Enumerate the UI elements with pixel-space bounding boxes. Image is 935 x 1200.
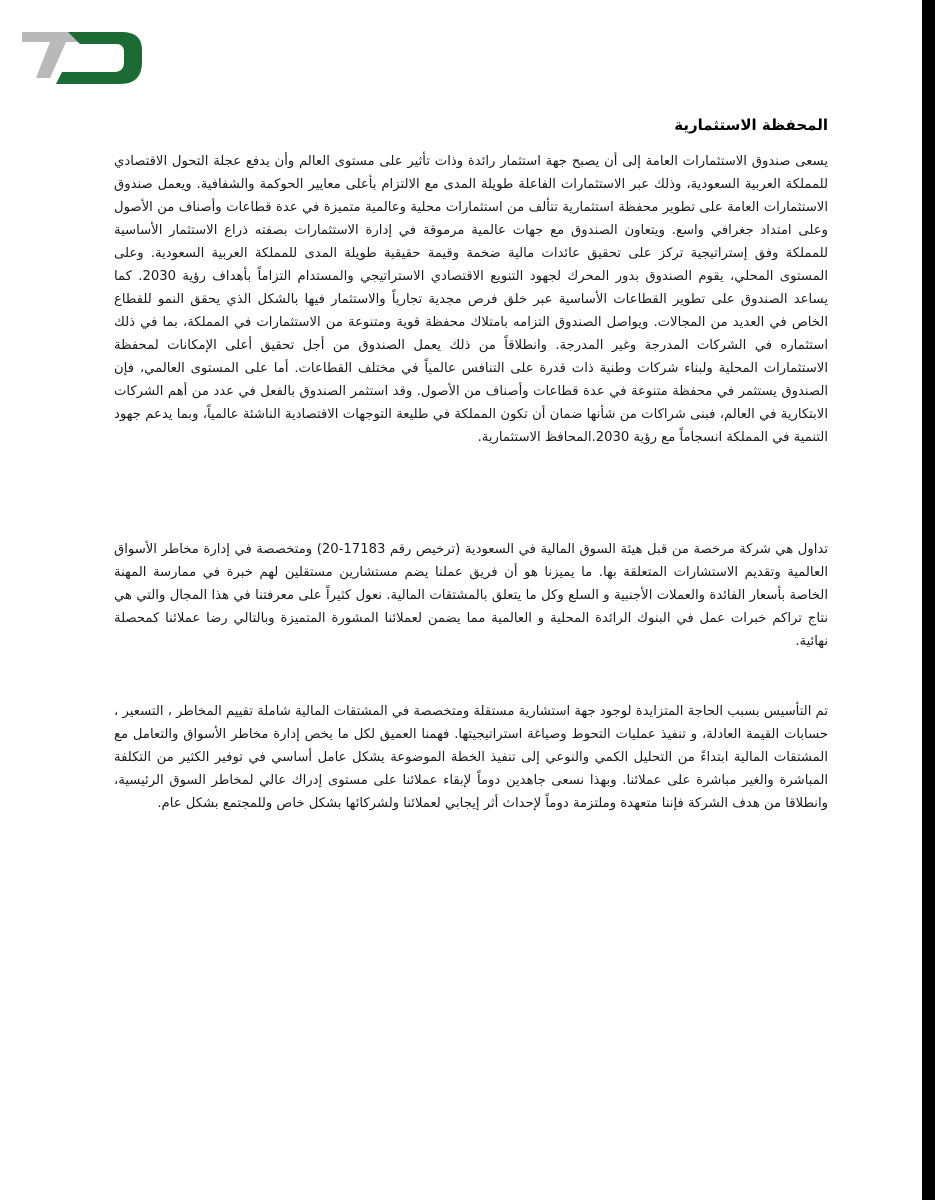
paragraph-text: تم التأسيس بسبب الحاجة المتزايدة لوجود جهة استشارية مستقلة ومتخصصة في المشتقات المالية شاملة تقييم المخاطر ، التسعير ، حسابات القيمة العادلة، و تنفيذ عمليات التحوط وصياغة استراتيجيتها. فهمنا العميق لكل ما يخص إدارة مخاطر الأسواق والتعامل مع المشتقات المالية ابتداءً من التحليل الكمي والنوعي إلى تنفيذ الخطة الموضوعة يشكل عامل أساسي في توفير الكثير من التكلفة المباشرة والغير مباشرة على عملائنا. وبهذا نسعى جاهدين دوماً لإبقاء عملائنا على مستوى إدراك عالي لمخاطر السوق الرئيسية، وانطلاقا من هدف الشركة فإننا متعهدة وملتزمة دوماً لإحداث أثر إيجابي لعملائنا ولشركائها بشكل خاص وللمجتمع بشكل عام. bbox=[114, 704, 828, 811]
paragraph-text: تداول هي شركة مرخصة من قبل هيئة السوق المالية في السعودية (ترخيص رقم 17183-20) ومتخصصة في إدارة مخاطر الأسواق العالمية وتقديم الاستشارات المتعلقة بها. ما يميزنا هو أن فريق عملنا يضم مستشارين مستقلين لهم خبرة في ممارسة المهنة الخاصة بأسعار الفائدة والعملات الأجنبية و السلع وكل ما يتعلق بالمشتقات المالية. نعول كثيراً على معرفتنا في هذا المجال والتي هي نتاج تراكم خبرات عمل في البنوك الرائدة المحلية و العالمية مما يضمن لعملائنا المشورة المتميزة وبالتالي رضا عملائنا كمحصلة نهائية. bbox=[114, 542, 828, 649]
company-logo-icon bbox=[22, 28, 144, 88]
paragraph-portfolio bbox=[114, 150, 828, 449]
company-logo bbox=[22, 28, 144, 88]
paragraph-founding bbox=[114, 700, 828, 815]
paragraph-text: يسعى صندوق الاستثمارات العامة إلى أن يصبح جهة استثمار رائدة وذات تأثير على مستوى العالم وأن يدفع عجلة التحول الاقتصادي للمملكة العربية السعودية، وذلك عبر الاستثمارات الفاعلة طويلة المدى مع الالتزام بأعلى معايير الحوكمة والشفافية. ويعمل صندوق الاستثمارات العامة على تطوير محفظة استثمارية تتألف من استثمارات محلية وعالمية متميزة في عدة قطاعات وأصناف من الأصول وعلى امتداد جغرافي واسع. ويتعاون الصندوق مع جهات عالمية مرموقة في إدارة الاستثمارات بصفته ذراع الاستثمار الأساسية للمملكة وفق إستراتيجية تركز على تحقيق عائدات مالية ضخمة وقيمة حقيقية طويلة المدى للمملكة العربية السعودية. وعلى المستوى المحلي، يقوم الصندوق بدور المحرك لجهود التنويع الاقتصادي الاستراتيجي والمستدام التزاماً بأهداف رؤية 2030. كما يساعد الصندوق على تطوير القطاعات الأساسية عبر خلق فرص مجدية تجارياً والاستثمار فيها بالشكل الذي يحقق النمو للقطاع الخاص في العديد من المجالات. ويواصل الصندوق التزامه بامتلاك محفظة قوية ومتنوعة من الاستثمارات في المملكة، بما في ذلك استثماره في الشركات المدرجة وغير المدرجة. وانطلاقاً من ذلك يعمل الصندوق من أجل تحقيق أعلى الإمكانات لمحفظة الاستثمارات المحلية ولبناء شركات وطنية ذات قدرة على التنافس عالمياً في مختلف القطاعات. أما على المستوى العالمي، فإن الصندوق يستثمر في محفظة متنوعة في عدة قطاعات وأصناف من الأصول. وقد استثمر الصندوق بالفعل في عدد من أهم الشركات الابتكارية في العالم، فبنى شراكات من شأنها ضمان أن تكون المملكة في طليعة التوجهات الاقتصادية الناشئة عالمياً، وبما يدعم جهود التنمية في المملكة انسجاماً مع رؤية 2030.المحافظ الاستثمارية. bbox=[114, 154, 828, 445]
paragraph-company-license bbox=[114, 538, 828, 653]
page-title: المحفظة الاستثمارية bbox=[674, 116, 828, 134]
